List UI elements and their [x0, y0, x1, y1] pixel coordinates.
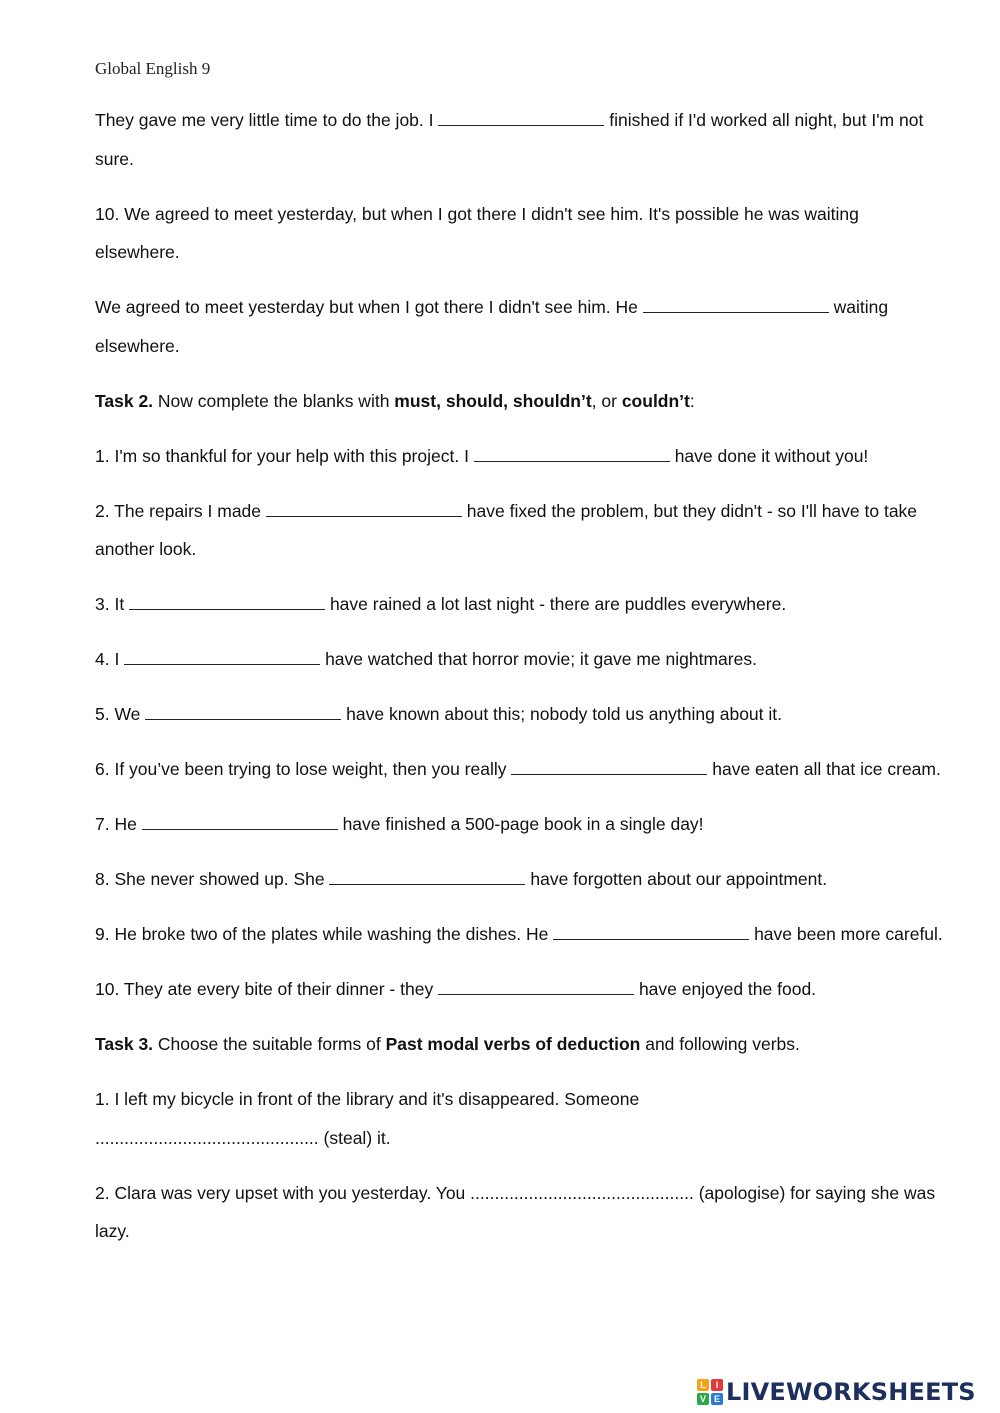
task2-item-1: 1. I'm so thankful for your help with this project. I have done it without you!	[95, 437, 945, 476]
task2-item-7: 7. He have finished a 500-page book in a single day!	[95, 805, 945, 844]
task1-q10-original: 10. We agreed to meet yesterday, but when I got there I didn't see him. It's possible he was waiting elsewhere.	[95, 203, 859, 262]
task3-item-2: 2. Clara was very upset with you yesterday. You .............................................. (apologise) for saying she was lazy.	[95, 1182, 936, 1241]
answer-dots[interactable]: ..............................................	[470, 1182, 694, 1203]
answer-blank[interactable]	[643, 292, 829, 313]
task2-item-3: 3. It have rained a lot last night - there are puddles everywhere.	[95, 585, 945, 624]
task3-heading: Task 3. Choose the suitable forms of Past modal verbs of deduction and following verbs.	[95, 1034, 800, 1054]
liveworksheets-logo-icon: L I V E	[697, 1379, 723, 1405]
task1-q9-rewrite: They gave me very little time to do the job. I finished if I'd worked all night, but I'm not sure.	[95, 101, 945, 178]
document-header: Global English 9	[95, 59, 211, 78]
task2-item-10: 10. They ate every bite of their dinner - they have enjoyed the food.	[95, 970, 945, 1009]
worksheet-body	[95, 101, 945, 1267]
answer-blank[interactable]	[511, 754, 707, 775]
answer-blank[interactable]	[124, 644, 320, 665]
task2-item-8: 8. She never showed up. She have forgotten about our appointment.	[95, 860, 945, 899]
task3-item-1: 1. I left my bicycle in front of the library and it's disappeared. Someone .............................................. (steal) it.	[95, 1089, 640, 1148]
answer-blank[interactable]	[474, 441, 670, 462]
task2-item-2: 2. The repairs I made have fixed the problem, but they didn't - so I'll have to take another look.	[95, 492, 945, 569]
answer-blank[interactable]	[553, 919, 749, 940]
answer-dots[interactable]: ..............................................	[95, 1127, 319, 1148]
task2-item-5: 5. We have known about this; nobody told us anything about it.	[95, 695, 945, 734]
task2-item-9: 9. He broke two of the plates while washing the dishes. He have been more careful.	[95, 915, 945, 954]
answer-blank[interactable]	[438, 974, 634, 995]
answer-blank[interactable]	[438, 105, 604, 126]
answer-blank[interactable]	[129, 589, 325, 610]
answer-blank[interactable]	[145, 699, 341, 720]
task2-heading: Task 2. Now complete the blanks with must, should, shouldn’t, or couldn’t:	[95, 390, 695, 411]
liveworksheets-watermark	[697, 1378, 976, 1406]
task2-item-6: 6. If you’ve been trying to lose weight, then you really have eaten all that ice cream.	[95, 750, 945, 789]
answer-blank[interactable]	[142, 809, 338, 830]
task1-q10-rewrite: We agreed to meet yesterday but when I got there I didn't see him. He waiting elsewhere.	[95, 288, 945, 365]
task2-item-4: 4. I have watched that horror movie; it gave me nightmares.	[95, 640, 945, 679]
answer-blank[interactable]	[266, 496, 462, 517]
answer-blank[interactable]	[329, 864, 525, 885]
brand-name: LIVEWORKSHEETS	[726, 1378, 976, 1406]
